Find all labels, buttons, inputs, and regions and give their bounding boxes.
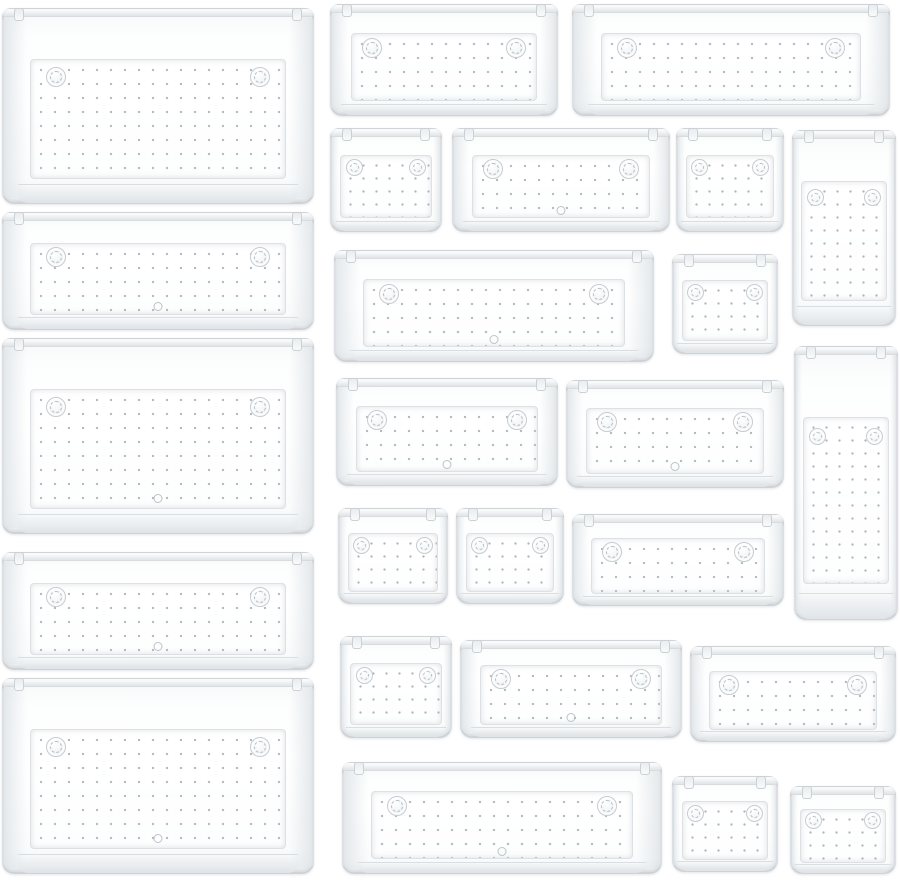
bin-right-wall (636, 770, 662, 868)
bin-right-wall (289, 220, 314, 324)
bin-grip-circle (46, 247, 66, 267)
bin-right-wall (775, 136, 784, 226)
bin-corner-post-right (876, 346, 886, 359)
bin-left-wall (794, 354, 802, 614)
bin-grip-circle (46, 587, 66, 607)
bin-right-wall (767, 388, 784, 482)
bin-base-front (799, 593, 893, 619)
bin-grip-circle (687, 805, 704, 822)
bin-grip-circle (416, 537, 433, 554)
bin-corner-post-right (648, 128, 658, 141)
bin-base-front (344, 593, 443, 603)
bin-top-lip (453, 129, 669, 137)
bin-grip-circle (46, 737, 66, 757)
bin-corner-post-right (292, 552, 302, 565)
bin-corner-post-left (468, 508, 478, 521)
bin-right-wall (664, 648, 682, 732)
bin-left-wall (2, 220, 27, 324)
bin-mid-15 (566, 380, 784, 488)
bin-corner-post-right (292, 8, 302, 21)
bin-grip-circle (46, 397, 66, 417)
bin-top-lip (3, 9, 313, 17)
bin-corner-post-left (14, 212, 24, 225)
bin-corner-post-right (874, 130, 884, 143)
bin-corner-post-left (806, 346, 816, 359)
bin-corner-post-right (660, 640, 670, 653)
bin-left-wall (460, 648, 478, 732)
bin-grip-circle (807, 189, 824, 206)
bin-wide-2 (2, 212, 314, 330)
bin-logo-mark (443, 460, 452, 469)
bin-logo-mark (557, 206, 566, 215)
bin-corner-post-left (464, 128, 474, 141)
bin-grip-circle (250, 737, 270, 757)
bin-left-wall (566, 388, 583, 482)
bin-logo-mark (154, 642, 163, 651)
bin-base-front (463, 221, 659, 231)
bin-left-wall (336, 386, 354, 480)
bin-mid-21 (460, 640, 682, 738)
bin-corner-post-right (536, 378, 546, 391)
bin-base-front (583, 596, 774, 605)
bin-logo-mark (154, 494, 163, 503)
bin-textured-floor (30, 389, 286, 509)
bin-small-24 (672, 776, 778, 872)
bin-logo-mark (154, 834, 163, 843)
bin-left-wall (572, 12, 597, 110)
bin-top-lip (335, 251, 653, 259)
bin-corner-post-left (342, 4, 352, 17)
bin-corner-post-left (350, 508, 360, 521)
bin-top-lip (461, 641, 681, 649)
bin-corner-post-left (804, 130, 814, 143)
bin-small-25 (790, 786, 896, 874)
bin-logo-mark (567, 713, 576, 722)
bin-top-lip (3, 339, 313, 347)
bin-left-wall (676, 136, 685, 226)
bin-right-wall (443, 644, 452, 732)
bin-base-front (588, 104, 874, 115)
bin-left-wall (2, 346, 27, 528)
bin-top-lip (331, 5, 557, 13)
bin-right-wall (865, 12, 890, 110)
bin-corner-post-left (684, 254, 694, 267)
bin-grip-circle (46, 67, 66, 87)
bin-top-lip (343, 763, 661, 771)
bin-base-front (577, 476, 773, 487)
bin-right-wall (888, 794, 896, 868)
bin-left-wall (2, 16, 27, 198)
bin-grip-circle (356, 667, 373, 684)
bin-grip-circle (250, 67, 270, 87)
bin-grip-circle (506, 38, 526, 58)
bin-left-wall (330, 12, 348, 110)
bin-corner-post-left (684, 776, 694, 789)
bin-corner-post-left (342, 128, 352, 141)
bin-grip-circle (734, 542, 754, 562)
bin-left-wall (452, 136, 469, 226)
bin-top-lip (337, 379, 557, 387)
bin-corner-post-right (868, 4, 878, 17)
bin-corner-post-right (536, 4, 546, 17)
bin-right-wall (540, 386, 558, 480)
bin-left-wall (342, 770, 368, 868)
bin-corner-post-right (756, 254, 766, 267)
bin-corner-post-left (14, 552, 24, 565)
bin-right-wall (770, 262, 778, 348)
bin-large-5 (2, 678, 314, 874)
bin-grip-circle (617, 38, 637, 58)
bin-right-wall (289, 16, 314, 198)
bin-grip-circle (387, 796, 407, 816)
bin-grip-circle (825, 38, 845, 58)
bin-base-front (18, 514, 299, 533)
bin-left-wall (690, 654, 706, 736)
bin-top-lip (3, 213, 313, 221)
bin-mid-9 (452, 128, 670, 232)
bin-mid-14 (336, 378, 558, 486)
bin-grip-circle (379, 284, 399, 304)
bin-top-lip (3, 679, 313, 687)
bin-right-wall (890, 354, 898, 614)
bin-top-lip (573, 515, 783, 523)
bin-small-18 (456, 508, 564, 604)
bin-corner-post-left (348, 378, 358, 391)
bin-base-front (681, 221, 778, 231)
bin-mid-12 (334, 250, 654, 362)
bin-base-front (350, 350, 638, 361)
bin-corner-post-left (14, 338, 24, 351)
bin-grip-circle (602, 542, 622, 562)
bin-corner-post-right (762, 514, 772, 527)
bin-grip-circle (847, 675, 867, 695)
bin-corner-post-left (802, 786, 812, 799)
bin-base-front (347, 474, 547, 485)
bin-base-front (346, 727, 447, 737)
bin-logo-mark (498, 847, 507, 856)
bin-base-front (336, 221, 437, 231)
bin-grip-circle (532, 537, 549, 554)
bin-mid-19 (572, 514, 784, 606)
bin-top-lip (3, 553, 313, 561)
bin-grip-circle (597, 796, 617, 816)
bin-grip-circle (250, 397, 270, 417)
bin-corner-post-right (542, 508, 552, 521)
bin-right-wall (433, 136, 442, 226)
bin-base-front (797, 306, 891, 325)
bin-left-wall (330, 136, 339, 226)
bin-mid-13 (672, 254, 778, 354)
bin-corner-post-left (354, 762, 364, 775)
bin-grip-circle (419, 667, 436, 684)
bin-corner-post-right (292, 212, 302, 225)
bin-right-wall (289, 560, 314, 664)
bin-small-17 (338, 508, 448, 604)
bin-logo-mark (490, 335, 499, 344)
bin-right-wall (653, 136, 670, 226)
bin-left-wall (2, 560, 27, 664)
bin-right-wall (767, 522, 784, 600)
bin-top-lip (691, 647, 895, 655)
bin-base-front (358, 862, 646, 873)
bin-base-front (795, 864, 890, 873)
bin-corner-post-right (430, 636, 440, 649)
bin-corner-post-right (632, 250, 642, 263)
bin-large-3 (2, 338, 314, 534)
bin-left-wall (792, 138, 800, 320)
bin-base-front (18, 854, 299, 873)
bin-left-wall (2, 686, 27, 868)
bin-corner-post-right (420, 128, 430, 141)
bin-right-wall (289, 686, 314, 868)
bin-right-wall (289, 346, 314, 528)
bin-corner-post-left (346, 250, 356, 263)
bin-grip-circle (809, 428, 826, 445)
bin-grip-circle (752, 159, 769, 176)
bin-left-wall (334, 258, 360, 356)
bin-grip-circle (746, 805, 763, 822)
bin-base-front (18, 184, 299, 203)
bin-corner-post-right (292, 338, 302, 351)
bin-corner-post-right (292, 678, 302, 691)
bin-base-front (341, 104, 546, 115)
bin-textured-floor (30, 729, 286, 849)
bin-wide-4 (2, 552, 314, 670)
bin-left-wall (790, 794, 798, 868)
bin-small-20 (340, 636, 452, 738)
bin-base-front (18, 317, 299, 329)
bin-top-6 (330, 4, 558, 116)
bin-corner-post-left (584, 514, 594, 527)
bin-top-7 (572, 4, 890, 116)
bin-corner-post-left (688, 128, 698, 141)
bin-base-front (18, 657, 299, 669)
bin-large-1 (2, 8, 314, 204)
bin-grip-circle (483, 159, 503, 179)
bin-top-lip (573, 5, 889, 13)
bin-right-wall (439, 516, 448, 598)
bin-corner-post-right (762, 128, 772, 141)
bin-corner-post-right (874, 786, 884, 799)
bin-base-front (461, 593, 558, 603)
bin-corner-post-left (584, 4, 594, 17)
bin-left-wall (340, 644, 349, 732)
bin-left-wall (338, 516, 347, 598)
bin-base-front (471, 727, 671, 737)
bin-corner-post-right (640, 762, 650, 775)
bin-grip-circle (719, 675, 739, 695)
bin-corner-post-right (874, 646, 884, 659)
bin-base-front (677, 861, 772, 871)
bin-corner-post-left (472, 640, 482, 653)
bin-tall-16 (794, 346, 898, 620)
bin-logo-mark (671, 462, 680, 471)
bin-right-wall (540, 12, 558, 110)
bin-right-wall (628, 258, 654, 356)
bin-grip-circle (362, 38, 382, 58)
bin-right-wall (880, 654, 896, 736)
bin-right-wall (770, 784, 778, 866)
bin-grip-circle (589, 284, 609, 304)
bin-corner-post-right (756, 776, 766, 789)
bin-logo-mark (154, 302, 163, 311)
bin-mid-10 (676, 128, 784, 232)
bin-corner-post-right (762, 380, 772, 393)
bin-grip-circle (471, 537, 488, 554)
bin-corner-post-left (702, 646, 712, 659)
bin-top-lip (567, 381, 783, 389)
bin-grip-circle (687, 284, 704, 301)
bin-mid-22 (690, 646, 896, 742)
bin-textured-floor (601, 33, 862, 101)
bin-tall-11 (792, 130, 896, 326)
bin-base-front (677, 343, 772, 353)
bin-left-wall (572, 522, 589, 600)
bin-textured-floor (30, 59, 286, 179)
bin-left-wall (456, 516, 465, 598)
bin-right-wall (555, 516, 564, 598)
bin-corner-post-right (426, 508, 436, 521)
bin-base-front (700, 731, 885, 741)
bin-mid-23 (342, 762, 662, 874)
bin-corner-post-left (352, 636, 362, 649)
bin-corner-post-left (578, 380, 588, 393)
bin-left-wall (672, 262, 680, 348)
bin-left-wall (672, 784, 680, 866)
bin-grip-circle (346, 159, 363, 176)
bin-right-wall (888, 138, 896, 320)
bin-grip-circle (597, 412, 617, 432)
bin-mid-8 (330, 128, 442, 232)
bin-corner-post-left (14, 8, 24, 21)
bin-corner-post-left (14, 678, 24, 691)
